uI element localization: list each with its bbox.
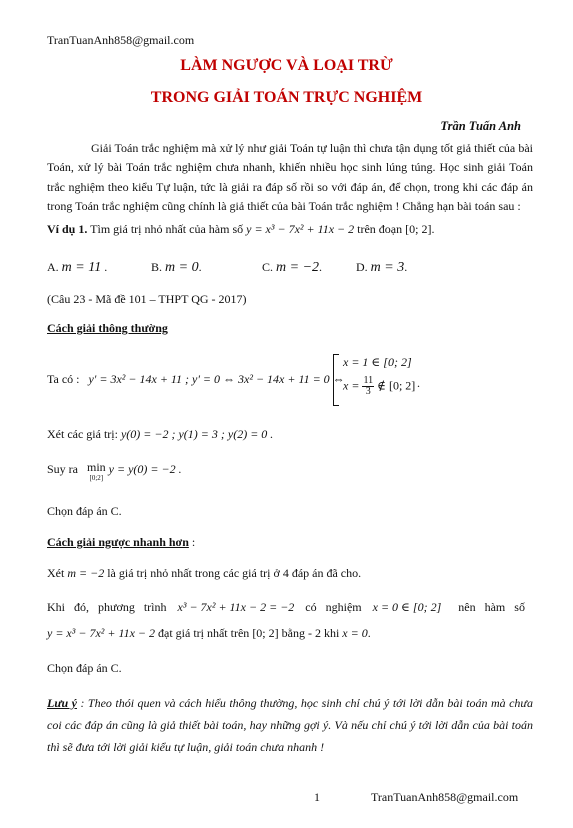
answer-dot: .	[319, 260, 323, 274]
answer-dot: .	[104, 260, 108, 274]
note-label: Lưu ý	[47, 696, 77, 710]
method2-colon: :	[188, 535, 196, 549]
method2-line-3	[47, 626, 371, 641]
taco-label: Ta có :	[47, 372, 80, 386]
line3-x: x = 0	[342, 626, 368, 640]
answer-letter: A.	[47, 260, 59, 274]
intro-paragraph: Giải Toán trắc nghiệm mà xử lý như giải Toán tự luận thì chưa tận dụng tốt giả thiết của bài Toán, xử lý bài Toán trắc nghiệm chưa nhanh, khiến nhiều học sinh lúng túng. Học sinh giải Toán trắc nghiệm theo kiểu Tự luận, tức là giải ra đáp số rồi so với đáp án, để chọn, trong khi các đáp án trong Toán trắc nghiệm cũng chính là giả thiết của bài Toán trắc nghiệm ! Chẳng hạn bài toán sau :	[47, 141, 533, 213]
example-function: y = x³ − 7x² + 11x − 2	[246, 222, 355, 236]
example-text: Tìm giá trị nhỏ nhất của hàm số	[90, 222, 244, 236]
fraction-numerator: 11	[363, 375, 374, 386]
root-2-rest: ∉ [0; 2]	[377, 378, 416, 393]
answer-value: m = 0	[165, 260, 199, 275]
method2-choose: Chọn đáp án C.	[47, 661, 122, 675]
line2-root: x = 0 ∈ [0; 2]	[372, 600, 442, 614]
min-word: min	[87, 460, 106, 474]
method2-heading: Cách giải ngược nhanh hơn	[47, 535, 189, 549]
answer-letter: C.	[262, 260, 274, 274]
note-text: : Theo thói quen và cách hiểu thông thường, học sinh chỉ chú ý tới lời dẫn bài toán mà chưa coi các đáp án cũng là giả thiết bài toán, hay những gợi ý. Và nếu chỉ chú ý tới lời dẫn của bài toán thì sẽ đưa tới lời giải kiểu tự luận, giải toán chưa nhanh !	[47, 696, 533, 754]
min-line	[47, 462, 182, 484]
method1-heading: Cách giải thông thường	[47, 321, 168, 335]
line2-c: nên hàm số	[458, 600, 525, 614]
example-label: Ví dụ 1.	[47, 222, 88, 236]
note-paragraph	[47, 692, 533, 758]
line3-a: đạt giá trị nhất trên	[158, 626, 250, 640]
line1-m: m = −2	[67, 566, 105, 580]
root-2	[343, 376, 415, 397]
answer-value: m = −2	[276, 260, 320, 275]
line2-a: Khi đó, phương trình	[47, 600, 167, 614]
line3-b: bằng - 2 khi	[281, 626, 340, 640]
root-system	[333, 354, 417, 406]
values-line	[47, 427, 273, 442]
title-line-2: TRONG GIẢI TOÁN TRỰC NGHIỆM	[150, 89, 423, 106]
answer-a	[47, 260, 107, 276]
root-2-x: x =	[343, 378, 360, 393]
example-1	[47, 222, 434, 237]
fraction-denominator: 3	[365, 386, 371, 397]
system-end: .	[417, 376, 420, 390]
values-expr: y(0) = −2 ; y(1) = 3 ; y(2) = 0 .	[120, 427, 274, 441]
answer-d	[356, 260, 407, 276]
page-number: 1	[314, 790, 320, 804]
line3-fn: y = x³ − 7x² + 11x − 2	[47, 626, 155, 640]
source-note: (Câu 23 - Mã đề 101 – THPT QG - 2017)	[47, 292, 247, 306]
line1-b: là giá trị nhỏ nhất trong các giá trị ở 4 đáp án đã cho.	[107, 566, 362, 580]
answer-value: m = 11	[61, 260, 102, 275]
line3-end: .	[367, 626, 371, 640]
answer-dot: .	[198, 260, 202, 274]
method2-line-1	[47, 566, 361, 581]
line3-int: [0; 2]	[252, 626, 279, 640]
min-rest: y = y(0) = −2 .	[108, 462, 182, 476]
derivative-expr: y' = 3x² − 14x + 11 ; y' = 0 ⇔ 3x² − 14x + 11 = 0 ⇔	[88, 372, 345, 386]
line2-eq: x³ − 7x² + 11x − 2 = −2	[177, 600, 295, 614]
system-bracket	[333, 354, 339, 406]
min-operator	[87, 462, 106, 484]
footer-email: TranTuanAnh858@gmail.com	[371, 790, 519, 804]
answer-letter: D.	[356, 260, 368, 274]
header-email: TranTuanAnh858@gmail.com	[47, 33, 195, 47]
example-on: trên đoạn	[357, 222, 403, 236]
example-interval: [0; 2]	[405, 222, 432, 236]
method2-heading-line	[47, 535, 195, 550]
method2-line-2	[47, 600, 525, 615]
answer-b	[151, 260, 202, 276]
line2-b: có nghiệm	[305, 600, 362, 614]
values-label: Xét các giá trị:	[47, 427, 118, 441]
answer-dot: .	[404, 260, 408, 274]
example-end: .	[431, 222, 435, 236]
root-1: x = 1 ∈ [0; 2]	[343, 355, 412, 369]
author: Trần Tuấn Anh	[440, 119, 521, 133]
min-subscript: [0;2]	[89, 474, 104, 482]
line1-a: Xét	[47, 566, 65, 580]
suyra-label: Suy ra	[47, 462, 78, 476]
answer-value: m = 3	[370, 260, 405, 275]
root-2-fraction	[362, 376, 374, 397]
title-line-1: LÀM NGƯỢC VÀ LOẠI TRỪ	[180, 57, 393, 74]
answer-c	[262, 260, 322, 276]
derivative-line	[47, 372, 345, 387]
method1-choose: Chọn đáp án C.	[47, 504, 122, 518]
answer-letter: B.	[151, 260, 163, 274]
